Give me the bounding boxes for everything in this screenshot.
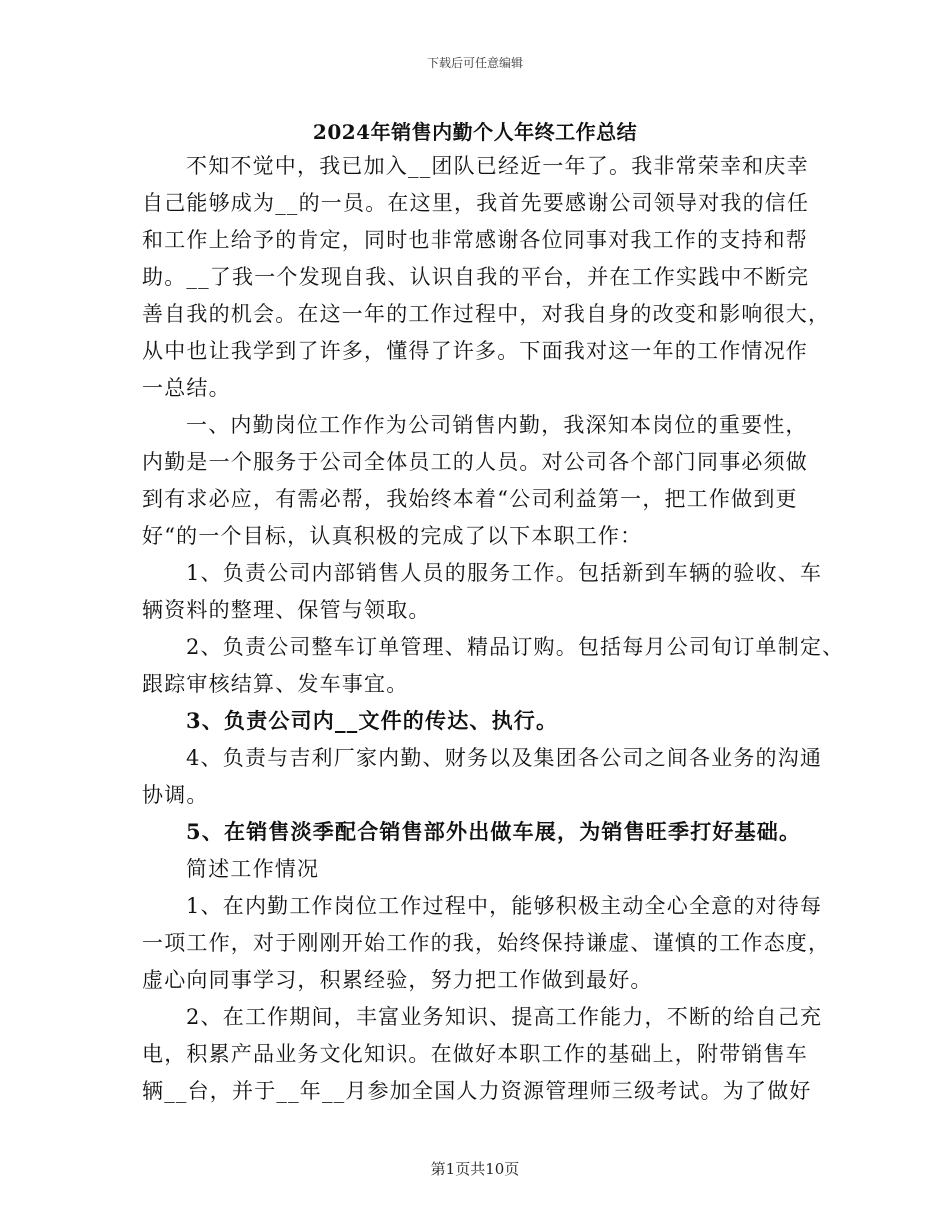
body-line: 辆__台，并于__年__月参加全国人力资源管理师三级考试。为了做好 — [142, 1079, 812, 1103]
page-footer: 第1页共10页 — [430, 1160, 520, 1178]
body-line: 协调。 — [142, 783, 209, 807]
body-line: 4、负责与吉利厂家内勤、财务以及集团各公司之间各业务的沟通 — [186, 746, 823, 770]
body-line: 从中也让我学到了许多，懂得了许多。下面我对这一年的工作情况作 — [142, 339, 808, 363]
section-heading: 简述工作情况 — [186, 857, 320, 881]
body-line: 自己能够成为__的一员。在这里，我首先要感谢公司领导对我的信任 — [142, 191, 810, 215]
body-line: 一项工作，对于刚刚开始工作的我，始终保持谦虚、谨慎的工作态度， — [142, 931, 831, 955]
header-note: 下载后可任意编辑 — [426, 56, 523, 70]
body-line: 一总结。 — [142, 376, 231, 400]
body-line: 2、在工作期间，丰富业务知识、提高工作能力，不断的给自己充 — [186, 1005, 823, 1029]
body-line: 好“的一个目标，认真积极的完成了以下本职工作： — [142, 524, 643, 548]
body-line: 1、在内勤工作岗位工作过程中，能够积极主动全心全意的对待每 — [186, 894, 823, 918]
document-title: 2024年销售内勤个人年终工作总结 — [312, 120, 638, 144]
body-line: 到有求必应，有需必帮，我始终本着“公司利益第一，把工作做到更 — [142, 487, 798, 511]
body-line: 虚心向同事学习，积累经验，努力把工作做到最好。 — [142, 968, 653, 992]
body-line: 和工作上给予的肯定，同时也非常感谢各位同事对我工作的支持和帮 — [142, 228, 808, 252]
body-line: 一、内勤岗位工作作为公司销售内勤，我深知本岗位的重要性， — [186, 413, 808, 437]
body-line: 不知不觉中，我已加入__团队已经近一年了。我非常荣幸和庆幸 — [186, 154, 809, 178]
body-line: 辆资料的整理、保管与领取。 — [142, 598, 431, 622]
body-line-bold: 5、在销售淡季配合销售部外出做车展，为销售旺季打好基础。 — [186, 819, 802, 844]
body-line: 跟踪审核结算、发车事宜。 — [142, 672, 409, 696]
body-line: 善自我的机会。在这一年的工作过程中，对我自身的改变和影响很大， — [142, 302, 831, 326]
body-line: 1、负责公司内部销售人员的服务工作。包括新到车辆的验收、车 — [186, 561, 823, 585]
body-line: 2、负责公司整车订单管理、精品订购。包括每月公司旬订单制定、 — [186, 635, 845, 659]
body-line: 内勤是一个服务于公司全体员工的人员。对公司各个部门同事必须做 — [142, 450, 808, 474]
body-line-bold: 3、负责公司内__文件的传达、执行。 — [186, 708, 559, 733]
body-line: 电，积累产品业务文化知识。在做好本职工作的基础上，附带销售车 — [142, 1042, 808, 1066]
body-line: 助。__了我一个发现自我、认识自我的平台，并在工作实践中不断完 — [142, 265, 810, 289]
